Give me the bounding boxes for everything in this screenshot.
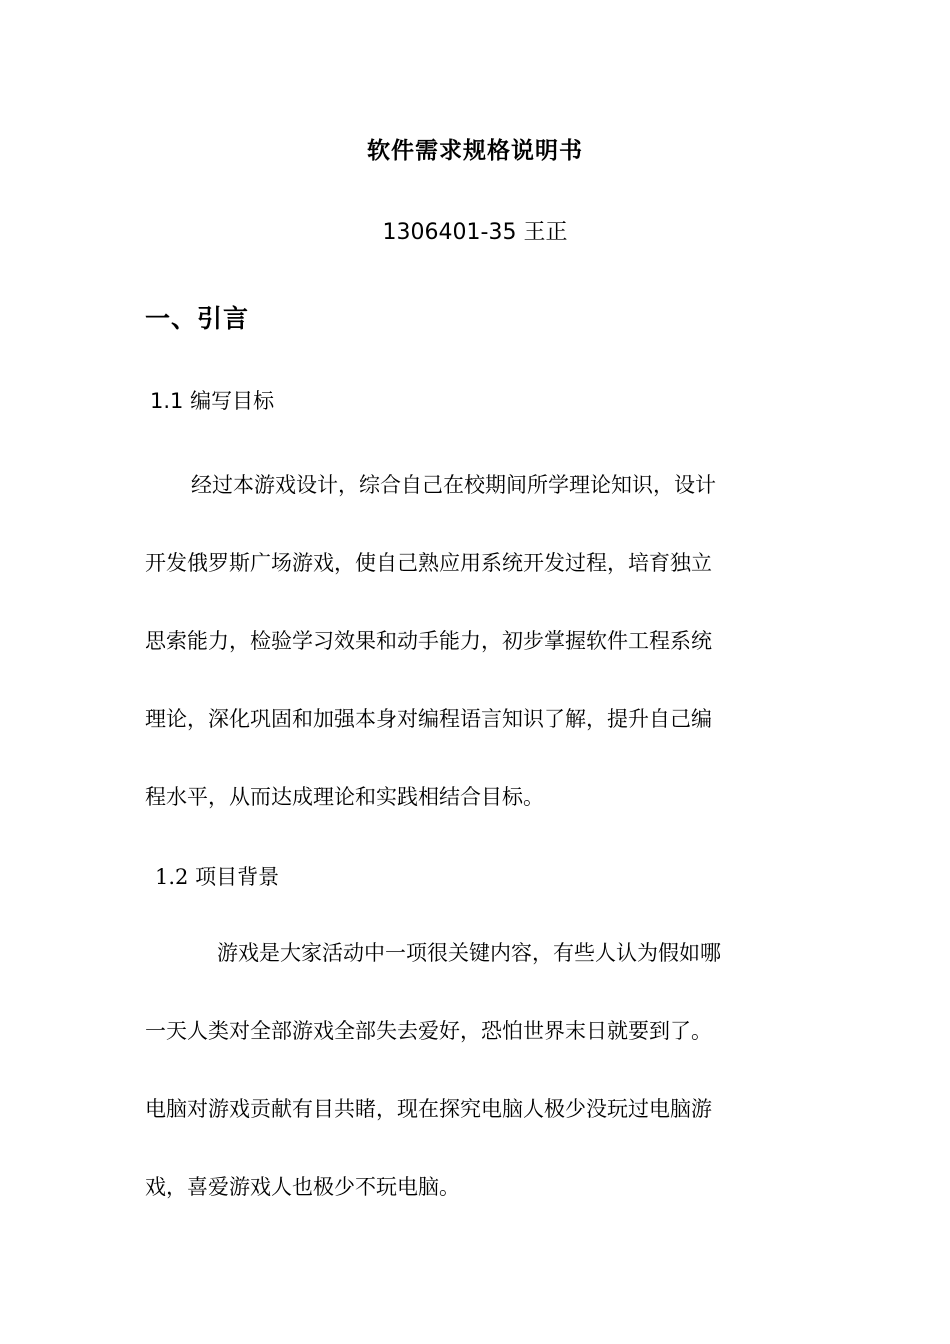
paragraph-line: 戏，喜爱游戏人也极少不玩电脑。	[145, 1175, 460, 1199]
subsection-heading-purpose: 1.1 编写目标	[150, 389, 275, 413]
document-title: 软件需求规格说明书	[367, 138, 583, 164]
paragraph-line: 游戏是大家活动中一项很关键内容，有些人认为假如哪	[217, 941, 721, 965]
paragraph-line: 理论，深化巩固和加强本身对编程语言知识了解，提升自己编	[145, 707, 712, 731]
paragraph-purpose	[145, 470, 810, 860]
paragraph-background	[145, 938, 810, 1250]
paragraph-line: 一天人类对全部游戏全部失去爱好，恐怕世界末日就要到了。	[145, 1019, 712, 1043]
paragraph-line: 电脑对游戏贡献有目共睹，现在探究电脑人极少没玩过电脑游	[145, 1097, 712, 1121]
paragraph-line: 经过本游戏设计，综合自己在校期间所学理论知识，设计	[191, 473, 716, 497]
section-heading-introduction: 一、引言	[145, 304, 250, 333]
paragraph-line: 思索能力，检验学习效果和动手能力，初步掌握软件工程系统	[145, 629, 712, 653]
author-line: 1306401-35 王正	[382, 220, 568, 245]
paragraph-line: 开发俄罗斯广场游戏，使自己熟应用系统开发过程，培育独立	[145, 551, 712, 575]
subsection-heading-background: 1.2 项目背景	[155, 865, 280, 889]
paragraph-line: 程水平，从而达成理论和实践相结合目标。	[145, 785, 544, 809]
